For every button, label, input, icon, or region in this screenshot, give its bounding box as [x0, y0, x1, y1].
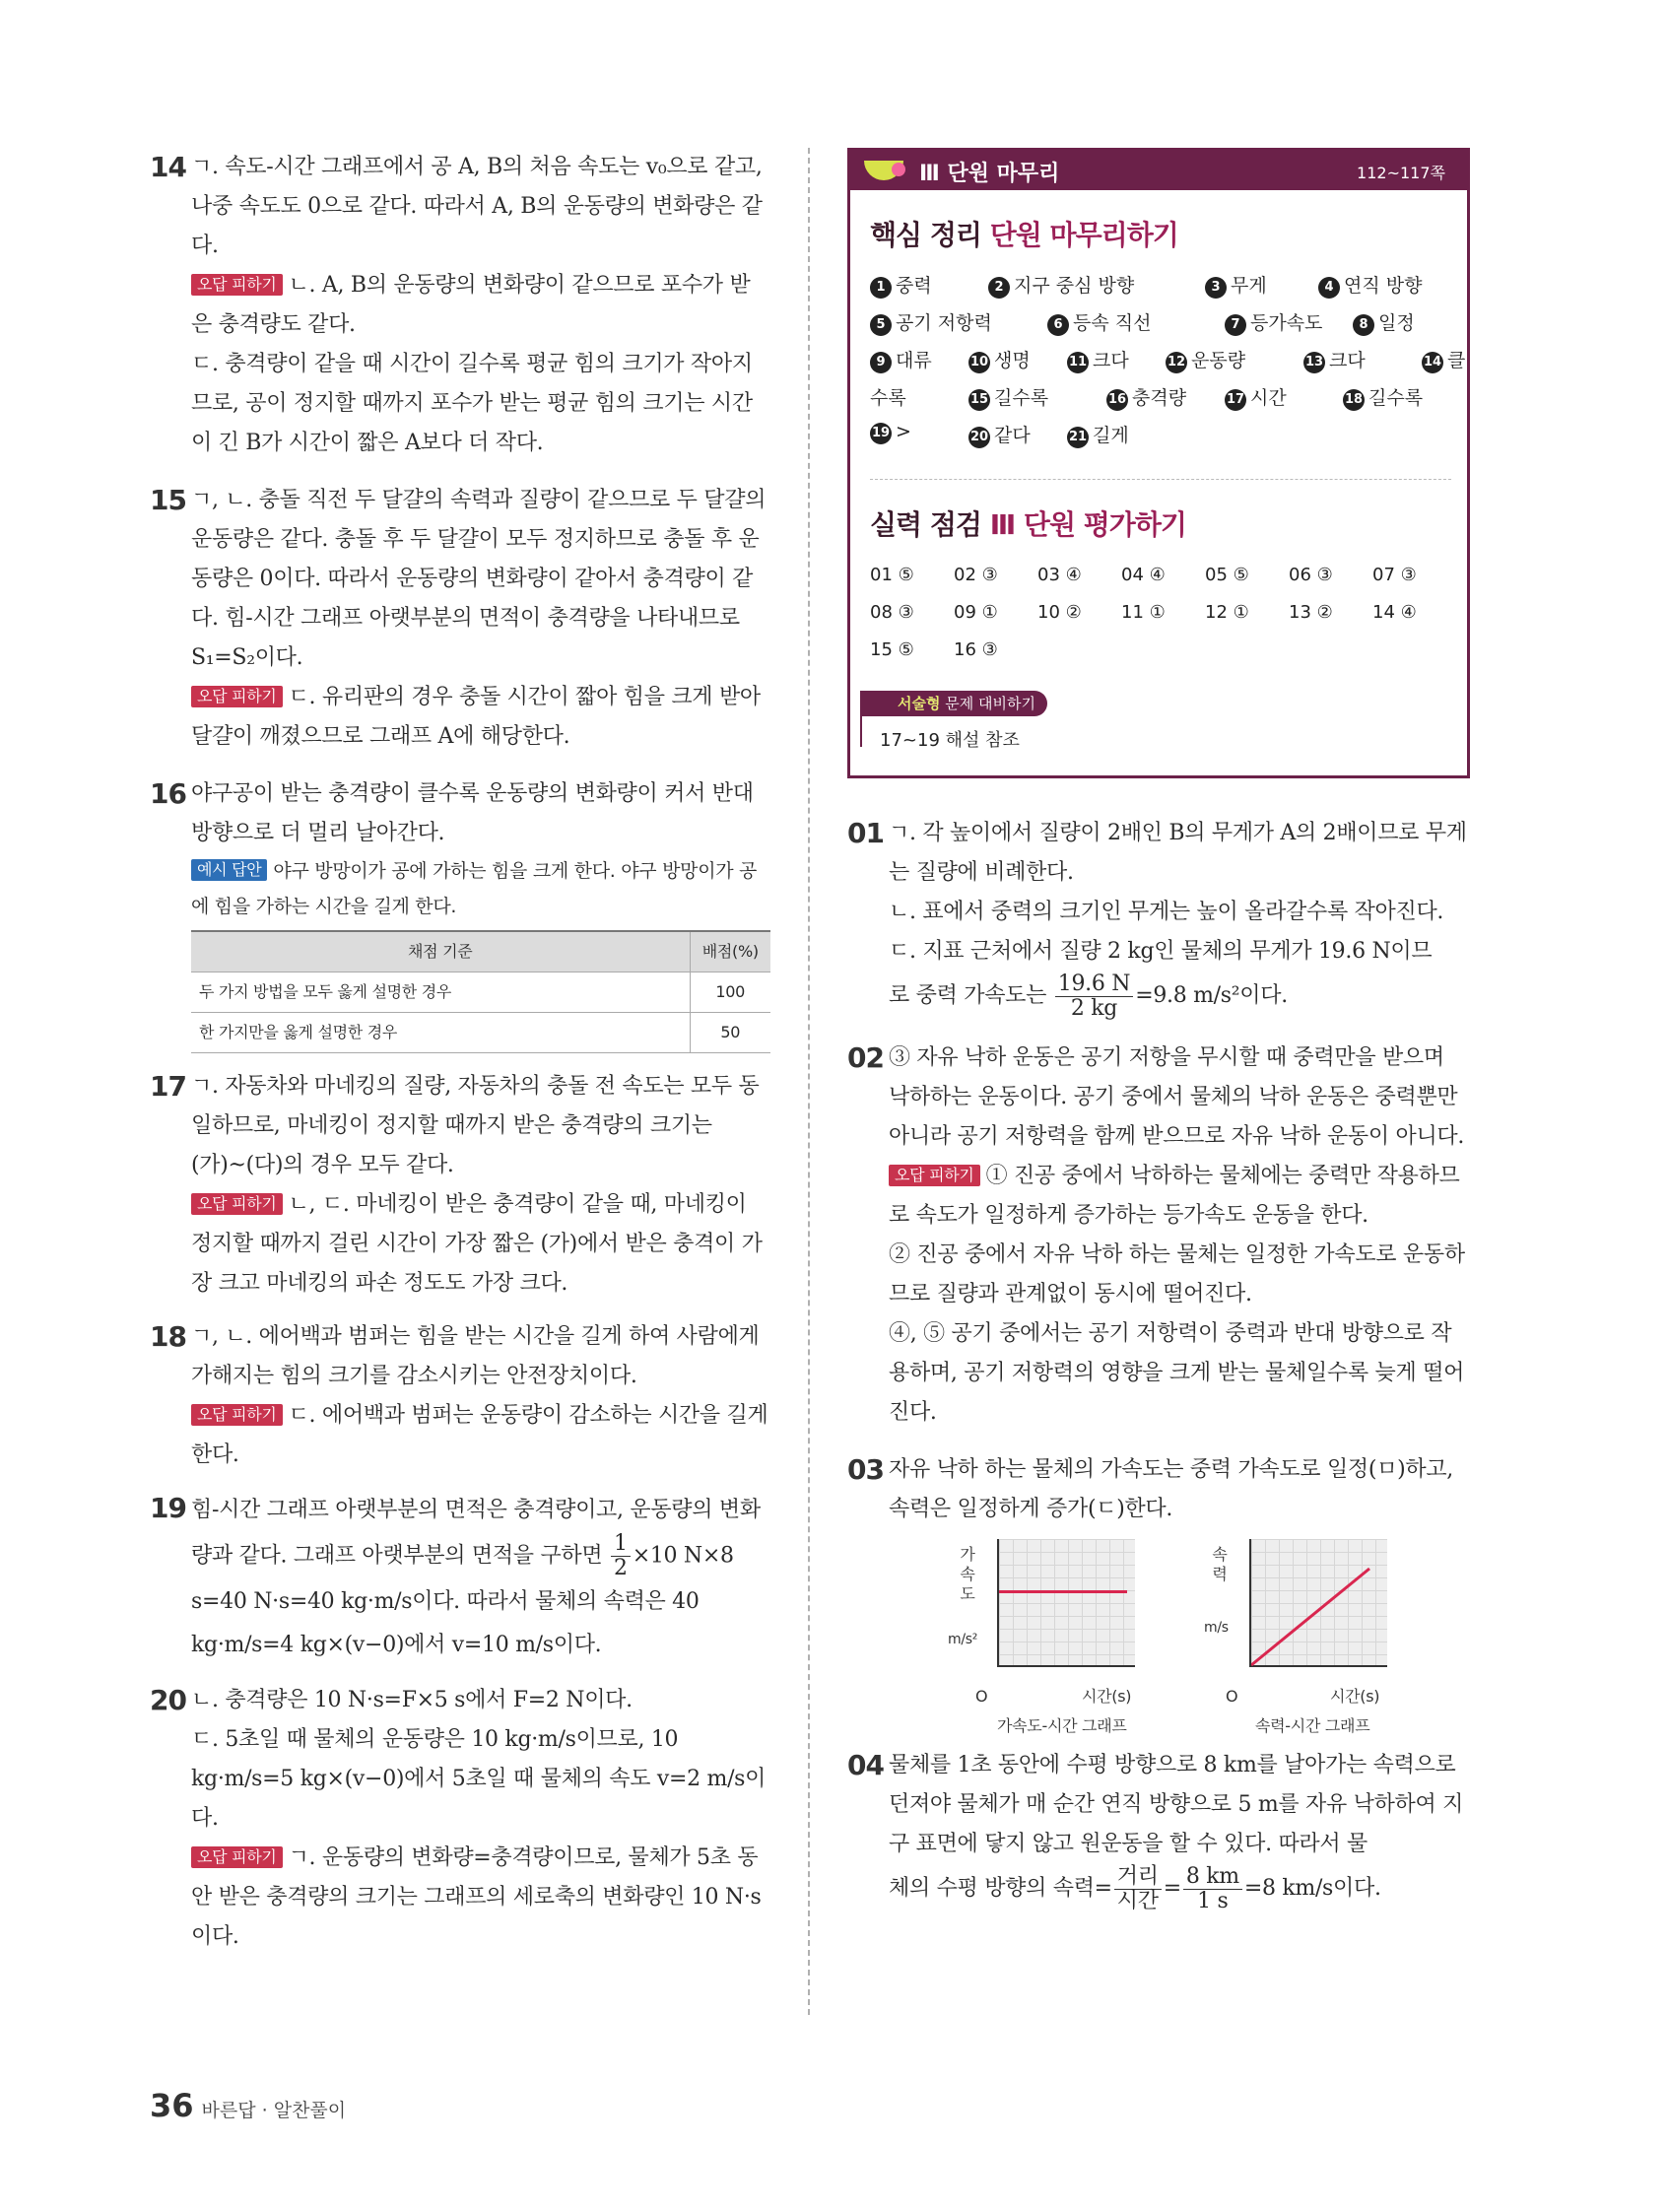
answer-number-badge: 2 [988, 277, 1010, 299]
grading-header-points: 배점(%) [690, 931, 770, 972]
question-number: 19 [150, 1492, 186, 1524]
answer-text: ㄷ. 지표 근처에서 질량 2 kg인 물체의 무게가 19.6 N이므 [889, 939, 1433, 964]
answer-text: ㄱ. 자동차와 마네킹의 질량, 자동차의 충돌 전 속도는 모두 동일하므로, 마네킹이 정지할 때까지 받은 충격량의 크기는 (가)~(다)의 경우 모두 같다. [191, 1074, 760, 1177]
evaluation-answer-item: 09 ① [954, 602, 998, 623]
graph2-xlabel: 시간(s) [1330, 1687, 1380, 1706]
speed-time-graph [1249, 1539, 1387, 1667]
core-answer-item: 10 생명 [969, 350, 1031, 371]
core-answer-item: 8 일정 [1353, 308, 1415, 336]
core-answer-item: 3 무게 [1205, 271, 1267, 299]
fraction: $\frac{8 km}{1 s}$ [1183, 1865, 1242, 1913]
answer-number-badge: 19 [870, 423, 892, 444]
sample-answer: 예시 답안 야구 방망이가 공에 가하는 힘을 크게 한다. 야구 방망이가 공에 힘을 가하는 시간을 길게 한다. [191, 860, 758, 917]
evaluation-answer-item: 15 ⑤ [870, 639, 914, 660]
answer-number-badge: 6 [1047, 314, 1069, 336]
question-17 [150, 1067, 770, 1304]
question-15 [150, 481, 770, 757]
graph2-yunit: m/s [1204, 1620, 1229, 1636]
question-number: 03 [847, 1453, 884, 1486]
answer-text: ㄴ. 충격량은 10 N·s=F×5 s에서 F=2 N이다. [191, 1688, 633, 1712]
graph1-xlabel: 시간(s) [1082, 1687, 1132, 1706]
graph2-origin: O [1226, 1687, 1238, 1706]
question-19 [150, 1489, 770, 1667]
core-answer-item: 4 연직 방향 [1318, 271, 1422, 299]
answer-number-badge: 20 [968, 427, 990, 448]
answer-number-badge: 3 [1205, 277, 1227, 299]
question-18 [150, 1317, 770, 1475]
answer-text: ㄱ, ㄴ. 에어백과 범퍼는 힘을 받는 시간을 길게 하여 사람에게 가해지는 힘의 크기를 감소시키는 안전장치이다. [191, 1324, 760, 1388]
evaluation-answer-item: 03 ④ [1037, 565, 1082, 585]
page-range: 112~117쪽 [1357, 164, 1445, 182]
summary-title: Ⅲ 단원 마무리 [919, 162, 1060, 186]
question-number: 17 [150, 1070, 186, 1103]
summary-header [850, 151, 1467, 190]
question-number: 14 [150, 151, 186, 183]
core-answer-item: 1 중력 [870, 271, 932, 299]
question-03 [847, 1450, 1470, 1736]
answer-text: ㄴ. 표에서 중력의 크기인 무게는 높이 올라갈수록 작아진다. [889, 900, 1444, 924]
constant-acceleration-line [999, 1590, 1127, 1593]
wrong-avoid-tag: 오답 피하기 [191, 274, 283, 296]
answer-text: 물체를 1초 동안에 수평 방향으로 8 km를 날아가는 속력으로 던져야 물체가 매 순간 연직 방향으로 5 m를 자유 낙하하여 지구 표면에 닿지 않고 원운동을 할 수 있다. 따라서 물 [889, 1753, 1464, 1856]
answer-number-badge: 16 [1106, 389, 1128, 411]
core-answer-item: 6 등속 직선 [1047, 308, 1151, 336]
answer-text: 힘-시간 그래프 아랫부분의 면적은 충격량이고, 운동량의 변화량과 같다. 그래프 아랫부분의 면적을 구하면 $\frac{1}{2}$ ×10 N×8 s=40 N·s=40 kg·m/s이다. 따라서 물체의 속력은 40 kg·m/s=4 kg×(v−0)에서 v=10 m/s이다. [191, 1498, 761, 1657]
evaluation-answer-item: 13 ② [1289, 602, 1333, 623]
answer-text: 로 중력 가속도는 $\frac{19.6 N}{2 kg}$ =9.8 m/s²이다. [889, 971, 1288, 1021]
question-number: 01 [847, 817, 884, 849]
evaluation-answer-item: 16 ③ [954, 639, 998, 660]
table-row: 한 가지만을 옳게 설명한 경우 50 [191, 1013, 770, 1053]
answer-text: 체의 수평 방향의 속력= $\frac{\text{거리}}{\text{시간}}$ = $\frac{8 km}{1 s}$ =8 km/s이다. [889, 1863, 1381, 1913]
evaluation-answer-item: 08 ③ [870, 602, 914, 623]
question-number: 20 [150, 1684, 186, 1716]
left-column [150, 148, 770, 1957]
answer-number-badge: 4 [1318, 277, 1340, 299]
core-answer-item: 17 시간 [1226, 387, 1287, 409]
answer-text: 오답 피하기 ① 진공 중에서 낙하하는 물체에는 중력만 작용하므로 속도가 일정하게 증가하는 등가속도 운동을 한다. [889, 1164, 1460, 1228]
question-number: 04 [847, 1749, 884, 1781]
answer-text: 오답 피하기 ㄷ. 에어백과 범퍼는 운동량이 감소하는 시간을 길게 한다. [191, 1403, 768, 1467]
page-number: 36 [150, 2087, 194, 2124]
graph1-origin: O [975, 1687, 988, 1706]
core-answer-item: 5 공기 저항력 [870, 308, 992, 336]
answer-number-badge: 12 [1166, 352, 1187, 373]
answer-number-badge: 11 [1067, 352, 1089, 373]
grading-table [191, 930, 770, 1053]
answer-number-badge: 7 [1225, 314, 1246, 336]
wrong-avoid-tag: 오답 피하기 [191, 1404, 283, 1426]
essay-badge: 서술형 문제 대비하기 [860, 691, 1047, 716]
answer-number-badge: 15 [968, 389, 990, 411]
fraction: $\frac{1}{2}$ [611, 1532, 631, 1580]
acceleration-time-graph [997, 1539, 1135, 1667]
evaluation-title: 실력 점검 Ⅲ 단원 평가하기 [870, 508, 1186, 541]
answer-number-badge: 1 [870, 277, 892, 299]
wrong-avoid-tag: 오답 피하기 [191, 1846, 283, 1868]
answer-number-badge: 8 [1353, 314, 1374, 336]
answer-text: ③ 자유 낙하 운동은 공기 저항을 무시할 때 중력만을 받으며 낙하하는 운동이다. 공기 중에서 물체의 낙하 운동은 중력뿐만 아니라 공기 저항력을 함께 받으므로 자유 낙하 운동이 아니다. [889, 1045, 1465, 1149]
answer-number-badge: 14 [1422, 352, 1443, 373]
answer-number-badge: 9 [870, 352, 892, 373]
heart-icon [892, 163, 905, 176]
answer-text: ② 진공 중에서 자유 낙하 하는 물체는 일정한 가속도로 운동하므로 질량과 관계없이 동시에 떨어진다. [889, 1242, 1465, 1307]
graph2-ylabel: 속력 [1212, 1545, 1228, 1583]
evaluation-answer-item: 04 ④ [1121, 565, 1166, 585]
question-14 [150, 148, 770, 463]
core-answer-item: 12 운동량 [1167, 350, 1246, 371]
evaluation-answer-item: 10 ② [1037, 602, 1082, 623]
answer-text: 오답 피하기 ㄴ. A, B의 운동량의 변화량이 같으므로 포수가 받은 충격량도 같다. [191, 273, 751, 337]
core-answer-item: 13 크다 [1304, 350, 1366, 371]
answer-text: ㄱ. 각 높이에서 질량이 2배인 B의 무게가 A의 2배이므로 무게는 질량에 비례한다. [889, 821, 1467, 885]
graph-pair [889, 1539, 1470, 1736]
answer-number-badge: 13 [1303, 352, 1325, 373]
unit-summary-box [847, 148, 1470, 778]
answer-number-badge: 10 [968, 352, 990, 373]
answer-text: ㄷ. 5초일 때 물체의 운동량은 10 kg·m/s이므로, 10 kg·m/s=5 kg×(v−0)에서 5초일 때 물체의 속도 v=2 m/s이다. [191, 1727, 767, 1831]
evaluation-answer-item: 07 ③ [1372, 565, 1417, 585]
core-answer-item: 18 길수록 [1344, 387, 1424, 409]
question-number: 02 [847, 1041, 884, 1074]
core-answer-item: 7 등가속도 [1225, 308, 1322, 336]
question-number: 18 [150, 1320, 186, 1353]
column-divider [808, 148, 810, 2015]
wrong-avoid-tag: 오답 피하기 [889, 1165, 980, 1186]
core-answer-item: 16 충격량 [1107, 387, 1187, 409]
section-divider [870, 479, 1451, 480]
question-number: 16 [150, 777, 186, 810]
core-answer-item: 19 > [871, 421, 911, 442]
page-footer [150, 2087, 346, 2124]
fraction: $\frac{\text{거리}}{\text{시간}}$ [1114, 1865, 1162, 1913]
footer-title: 바른답 · 알찬풀이 [201, 2100, 347, 2121]
graph2-caption: 속력-시간 그래프 [1255, 1716, 1370, 1735]
right-column [847, 148, 1470, 1913]
answer-text: ㄱ, ㄴ. 충돌 직전 두 달걀의 속력과 질량이 같으므로 두 달걀의 운동량은 같다. 충돌 후 두 달걀이 모두 정지하므로 충돌 후 운동량은 0이다. 따라서 운동량의 변화량이 같아서 충격량이 같다. 힘-시간 그래프 아랫부분의 면적이 충격량을 나타내므로 S₁=S₂이다. [191, 488, 767, 670]
evaluation-answer-item: 01 ⑤ [870, 565, 914, 585]
evaluation-answer-item: 14 ④ [1372, 602, 1417, 623]
question-20 [150, 1681, 770, 1957]
question-16 [150, 774, 770, 1053]
answer-text: ㄱ. 속도-시간 그래프에서 공 A, B의 처음 속도는 v₀으로 같고, 나중 속도도 0으로 같다. 따라서 A, B의 운동량의 변화량은 같다. [191, 155, 763, 258]
graph1-caption: 가속도-시간 그래프 [997, 1716, 1127, 1735]
core-answer-item: 14 클 [1423, 350, 1466, 371]
question-number: 15 [150, 484, 186, 516]
core-answer-item: 15 길수록 [969, 387, 1049, 409]
grading-header-criteria: 채점 기준 [191, 931, 690, 972]
answer-text: 오답 피하기 ㄷ. 유리판의 경우 충돌 시간이 짧아 힘을 크게 받아 달걀이 깨졌으므로 그래프 A에 해당한다. [191, 685, 761, 749]
core-answer-item: 9 대류 [870, 346, 932, 373]
core-answer-item: 수록 [870, 387, 906, 409]
core-answer-item: 21 길게 [1068, 425, 1129, 446]
answer-text: 야구공이 받는 충격량이 클수록 운동량의 변화량이 커서 반대 방향으로 더 멀리 날아간다. [191, 781, 754, 845]
evaluation-answer-item: 11 ① [1121, 602, 1166, 623]
answer-text: 자유 낙하 하는 물체의 가속도는 중력 가속도로 일정(ㅁ)하고, 속력은 일정하게 증가(ㄷ)한다. [889, 1457, 1453, 1521]
answer-text: ④, ⑤ 공기 중에서는 공기 저항력이 중력과 반대 방향으로 작용하며, 공기 저항력의 영향을 크게 받는 물체일수록 늦게 떨어진다. [889, 1321, 1465, 1425]
evaluation-answer-item: 02 ③ [954, 565, 998, 585]
core-answer-item: 20 같다 [969, 425, 1031, 446]
evaluation-answer-item: 06 ③ [1289, 565, 1333, 585]
essay-reference: 17~19 해설 참조 [880, 730, 1020, 751]
wrong-avoid-tag: 오답 피하기 [191, 686, 283, 707]
fraction: $\frac{19.6 N}{2 kg}$ [1055, 972, 1133, 1021]
wrong-avoid-tag: 오답 피하기 [191, 1193, 283, 1215]
core-answer-item: 11 크다 [1068, 350, 1129, 371]
answer-text: 오답 피하기 ㄴ, ㄷ. 마네킹이 받은 충격량이 같을 때, 마네킹이 정지할 때까지 걸린 시간이 가장 짧은 (가)에서 받은 충격이 가장 크고 마네킹의 파손 정도도 가장 크다. [191, 1192, 763, 1296]
question-02 [847, 1039, 1470, 1433]
sample-answer-tag: 예시 답안 [191, 859, 267, 881]
evaluation-answer-item: 05 ⑤ [1205, 565, 1249, 585]
core-answer-item: 2 지구 중심 방향 [988, 271, 1134, 299]
graph1-ylabel: 가속도 [960, 1545, 975, 1603]
core-summary-title: 핵심 정리 단원 마무리하기 [870, 219, 1178, 251]
evaluation-answer-item: 12 ① [1205, 602, 1249, 623]
graph1-yunit: m/s² [948, 1632, 978, 1647]
question-04 [847, 1746, 1470, 1913]
answer-text: 오답 피하기 ㄱ. 운동량의 변화량=충격량이므로, 물체가 5초 동안 받은 충격량의 크기는 그래프의 세로축의 변화량인 10 N·s이다. [191, 1845, 762, 1949]
increasing-speed-line [1251, 1539, 1389, 1667]
question-01 [847, 814, 1470, 1021]
table-row: 두 가지 방법을 모두 옳게 설명한 경우 100 [191, 972, 770, 1013]
answer-number-badge: 5 [870, 314, 892, 336]
answer-number-badge: 18 [1343, 389, 1365, 411]
answer-number-badge: 21 [1067, 427, 1089, 448]
answer-number-badge: 17 [1225, 389, 1246, 411]
answer-text: ㄷ. 충격량이 같을 때 시간이 길수록 평균 힘의 크기가 작아지므로, 공이 정지할 때까지 포수가 받는 평균 힘의 크기는 시간이 긴 B가 시간이 짧은 A보다 더 작다. [191, 352, 753, 455]
